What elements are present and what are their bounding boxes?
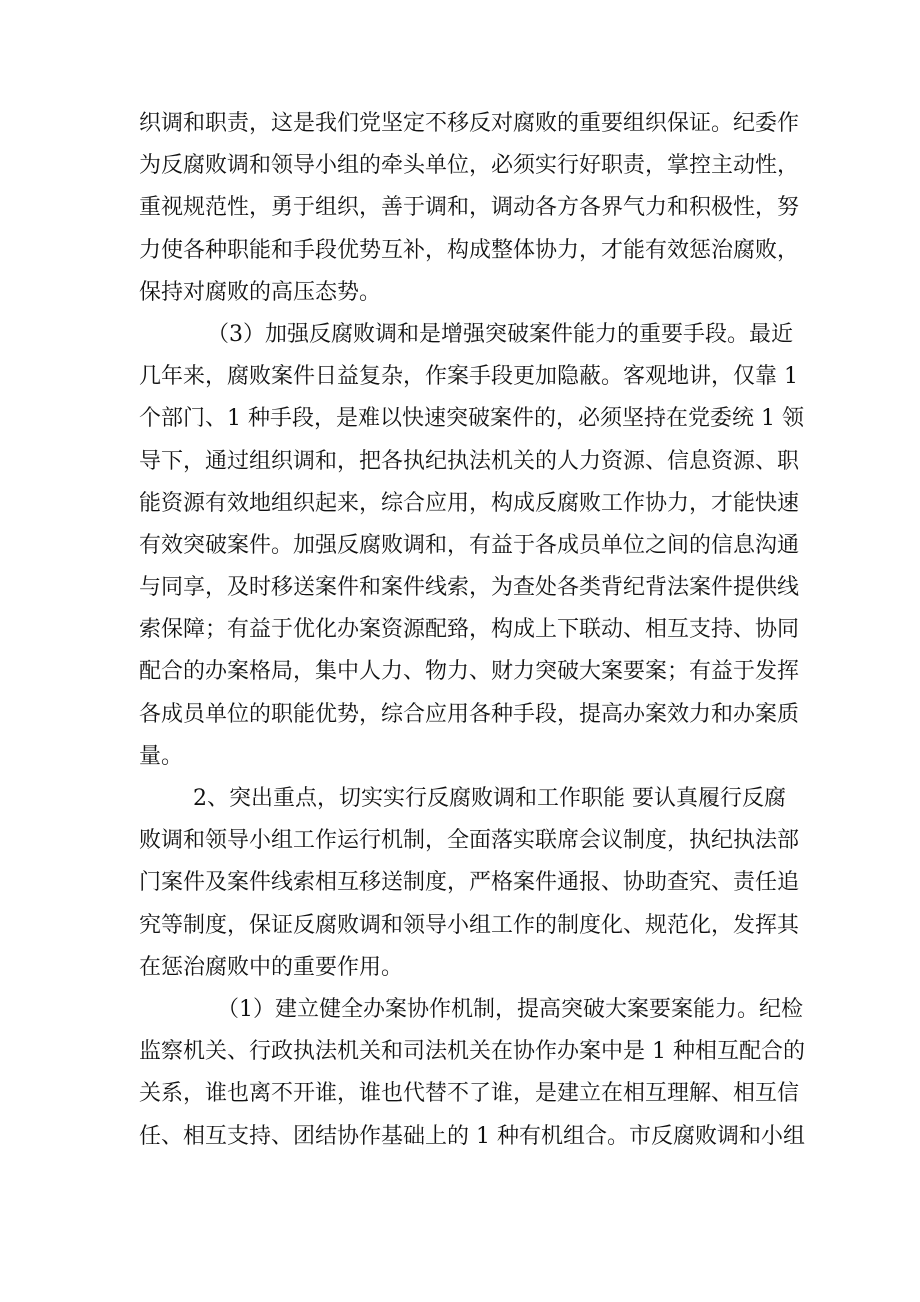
text-line: 索保障；有益于优化办案资源配臵，构成上下联动、相互支持、协同	[139, 617, 800, 643]
text-line: 配合的办案格局，集中人力、物力、财力突破大案要案；有益于发挥	[139, 659, 800, 685]
text-line: 门案件及案件线索相互移送制度，严格案件通报、协助查究、责任追	[139, 870, 800, 896]
text-line: 监察机关、行政执法机关和司法机关在协作办案中是 1 种相互配合的	[139, 1039, 805, 1065]
text-line: 重视规范性，勇于组织，善于调和，调动各方各界气力和积极性，努	[139, 195, 800, 221]
paragraph-1	[139, 103, 800, 314]
paragraph-4	[139, 989, 805, 1158]
text-line: 任、相互支持、团结协作基础上的 1 种有机组合。市反腐败调和小组	[139, 1123, 805, 1149]
text-line: 关系，谁也离不开谁，谁也代替不了谁，是建立在相互理解、相互信	[139, 1081, 800, 1107]
text-line: 有效突破案件。加强反腐败调和，有益于各成员单位之间的信息沟通	[139, 532, 800, 558]
text-line: 几年来，腐败案件日益复杂，作案手段更加隐蔽。客观地讲，仅靠 1	[139, 364, 798, 390]
text-line: 与同享，及时移送案件和案件线索，为查处各类背纪背法案件提供线	[139, 575, 800, 601]
text-line: 败调和领导小组工作运行机制，全面落实联席会议制度，执纪执法部	[139, 828, 800, 854]
text-line: 为反腐败调和领导小组的牵头单位，必须实行好职责，掌控主动性，	[139, 153, 800, 179]
text-line: 2、突出重点，切实实行反腐败调和工作职能 要认真履行反腐	[193, 786, 786, 811]
text-line: 个部门、1 种手段，是难以快速突破案件的，必须坚持在党委统 1 领	[139, 406, 804, 432]
paragraph-2	[139, 314, 804, 778]
text-line: 保持对腐败的高压态势。	[139, 279, 382, 305]
text-line: 究等制度，保证反腐败调和领导小组工作的制度化、规范化，发挥其	[139, 912, 800, 938]
text-line: （1）建立健全办案协作机制，提高突破大案要案能力。纪检	[217, 996, 803, 1022]
text-line: 织调和职责，这是我们党坚定不移反对腐败的重要组织保证。纪委作	[139, 111, 800, 136]
text-line: 各成员单位的职能优势，综合应用各种手段，提高办案效力和办案质	[139, 701, 800, 727]
text-line: 量。	[139, 743, 184, 769]
document-body	[139, 103, 805, 1158]
text-line: 力使各种职能和手段优势互补，构成整体协力，才能有效惩治腐败，	[139, 237, 800, 263]
paragraph-3	[139, 778, 800, 989]
text-line: 能资源有效地组织起来，综合应用，构成反腐败工作协力，才能快速	[139, 490, 800, 516]
text-line: （3）加强反腐败调和是增强突破案件能力的重要手段。最近	[207, 321, 793, 347]
text-line: 在惩治腐败中的重要作用。	[139, 954, 404, 980]
text-line: 导下，通过组织调和，把各执纪执法机关的人力资源、信息资源、职	[139, 448, 800, 474]
